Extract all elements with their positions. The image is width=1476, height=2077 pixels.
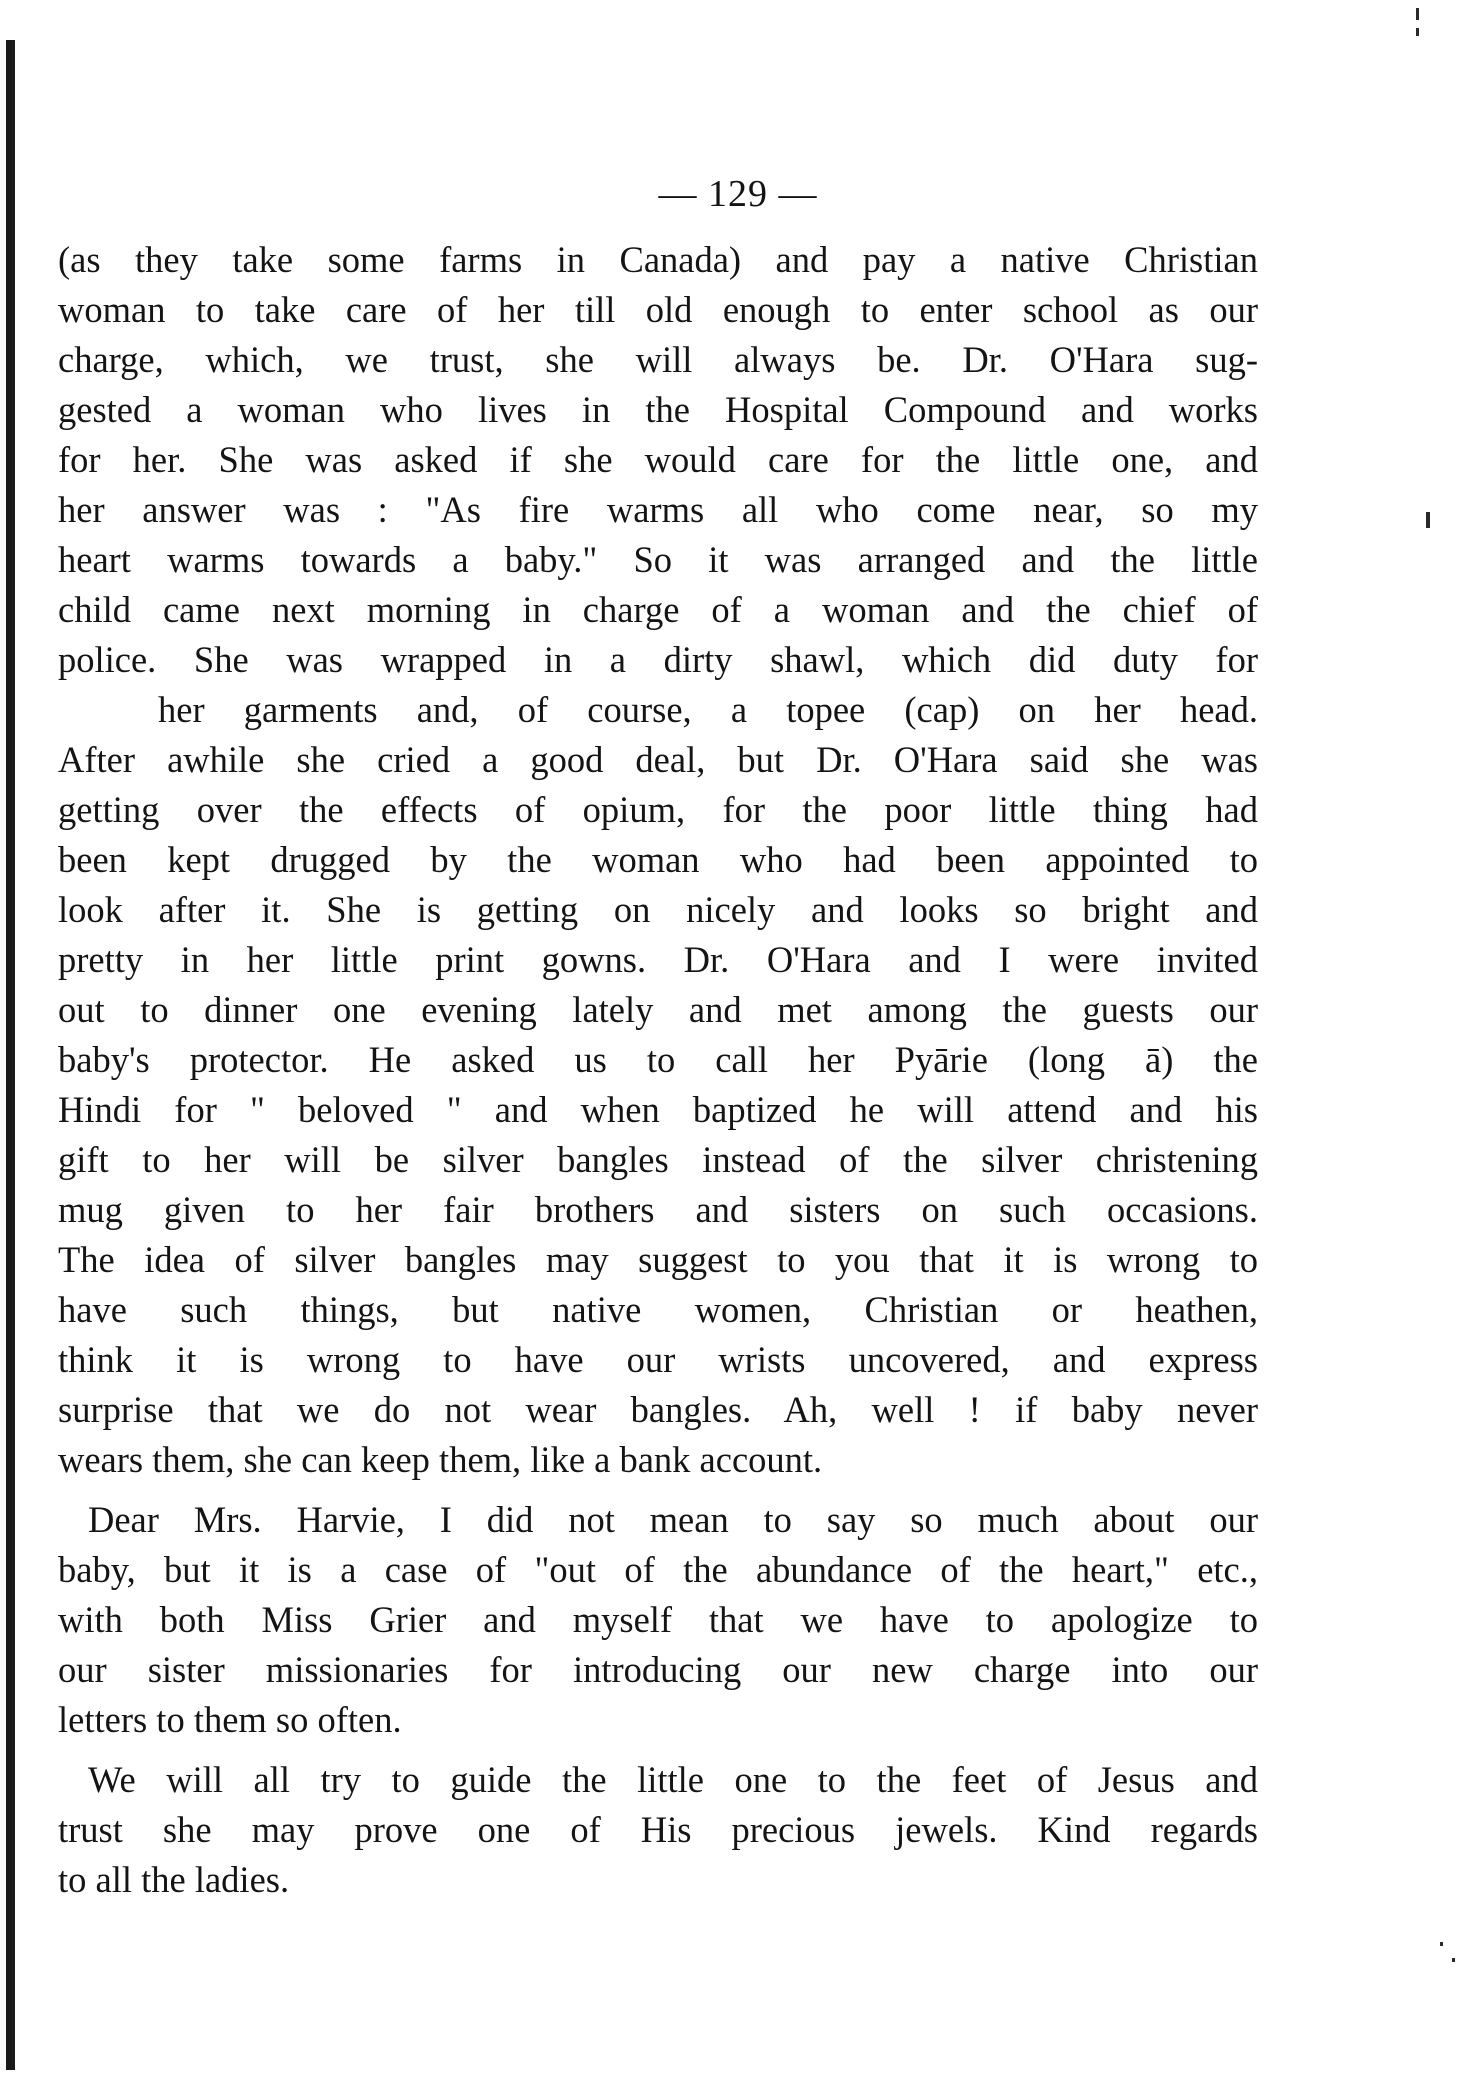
letter-body xyxy=(58,235,1258,1905)
text-line: mug given to her fair brothers and sisters on such occasions. xyxy=(58,1189,1258,1230)
text-line: trust she may prove one of His precious jewels. Kind regards xyxy=(58,1809,1258,1850)
text-line: The idea of silver bangles may suggest to you that it is wrong to xyxy=(58,1239,1258,1280)
text-line: out to dinner one evening lately and met among the guests our xyxy=(58,989,1258,1030)
text-line: surprise that we do not wear bangles. Ah, well ! if baby never xyxy=(58,1389,1258,1430)
text-line: her garments and, of course, a topee (cap) on her head. xyxy=(158,689,1258,730)
scan-speck xyxy=(1440,1942,1443,1946)
text-line: We will all try to guide the little one to the feet of Jesus and xyxy=(88,1759,1258,1800)
text-line: gested a woman who lives in the Hospital Compound and works xyxy=(58,389,1258,430)
paragraph-2 xyxy=(58,1495,1258,1745)
text-line: woman to take care of her till old enough to enter school as our xyxy=(58,289,1258,330)
text-line: gift to her will be silver bangles instead of the silver christening xyxy=(58,1139,1258,1180)
text-line: look after it. She is getting on nicely and looks so bright and xyxy=(58,889,1258,930)
text-line: her answer was : "As fire warms all who come near, so my xyxy=(58,489,1258,530)
text-line: been kept drugged by the woman who had been appointed to xyxy=(58,839,1258,880)
text-line: baby's protector. He asked us to call her Pyārie (long ā) the xyxy=(58,1039,1258,1080)
text-line: police. She was wrapped in a dirty shawl, which did duty for xyxy=(58,639,1258,680)
text-line: charge, which, we trust, she will always be. Dr. O'Hara sug- xyxy=(58,339,1258,380)
text-line: After awhile she cried a good deal, but Dr. O'Hara said she was xyxy=(58,739,1258,780)
text-line: to all the ladies. xyxy=(58,1859,290,1900)
text-line: child came next morning in charge of a woman and the chief of xyxy=(58,589,1258,630)
text-line: Dear Mrs. Harvie, I did not mean to say so much about our xyxy=(88,1499,1258,1540)
text-line: getting over the effects of opium, for the poor little thing had xyxy=(58,789,1258,830)
paragraph-1 xyxy=(58,235,1258,1485)
text-line: have such things, but native women, Christian or heathen, xyxy=(58,1289,1258,1330)
text-line: with both Miss Grier and myself that we have to apologize to xyxy=(58,1599,1258,1640)
text-line: wears them, she can keep them, like a bank account. xyxy=(58,1439,823,1480)
scan-speck xyxy=(1426,512,1430,528)
scan-speck xyxy=(1452,1958,1455,1962)
text-line: for her. She was asked if she would care for the little one, and xyxy=(58,439,1258,480)
page-number: — 129 — xyxy=(658,173,818,215)
scan-speck xyxy=(1416,8,1419,20)
scan-speck xyxy=(1416,28,1419,36)
text-line: (as they take some farms in Canada) and pay a native Christian xyxy=(58,239,1258,280)
page-binding-edge xyxy=(6,40,15,2070)
text-line: pretty in her little print gowns. Dr. O'Hara and I were invited xyxy=(58,939,1258,980)
paragraph-3 xyxy=(58,1755,1258,1905)
text-line: our sister missionaries for introducing our new charge into our xyxy=(58,1649,1258,1690)
text-line: heart warms towards a baby." So it was arranged and the little xyxy=(58,539,1258,580)
text-line: Hindi for " beloved " and when baptized he will attend and his xyxy=(58,1089,1258,1130)
text-line: think it is wrong to have our wrists uncovered, and express xyxy=(58,1339,1258,1380)
text-line: letters to them so often. xyxy=(58,1699,402,1740)
text-line: baby, but it is a case of "out of the abundance of the heart," etc., xyxy=(58,1549,1258,1590)
